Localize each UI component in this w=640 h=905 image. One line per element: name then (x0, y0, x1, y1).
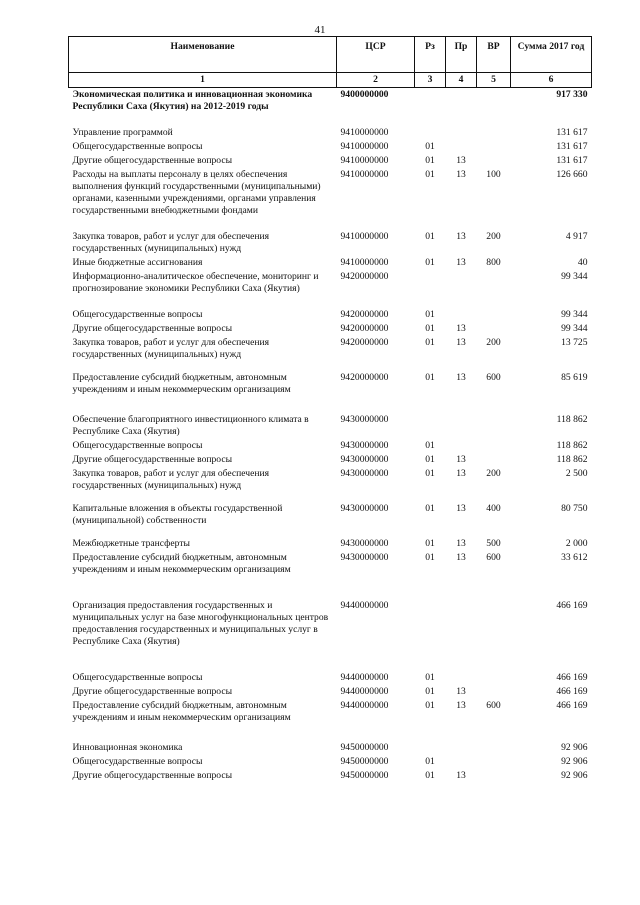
row-vr (477, 769, 511, 783)
row-name: Управление программой (72, 127, 173, 138)
row-sum: 466 169 (556, 600, 588, 611)
row-vr (477, 577, 511, 649)
table-row (69, 551, 592, 577)
row-vr (477, 154, 511, 168)
row-rz: 01 (425, 552, 435, 563)
row-rz: 01 (425, 323, 435, 334)
row-pr: 13 (456, 155, 466, 166)
table-row (69, 699, 592, 725)
row-csr: 9420000000 (340, 271, 389, 282)
row-csr: 9430000000 (340, 454, 389, 465)
row-sum: 126 660 (556, 169, 588, 180)
row-sum: 118 862 (556, 440, 588, 451)
row-pr: 13 (456, 538, 466, 549)
row-pr (446, 270, 477, 296)
row-name: Предоставление субсидий бюджетным, автономным учреждениям и иным некоммерческим организациям (72, 372, 291, 395)
row-csr: 9430000000 (340, 552, 389, 563)
row-rz: 01 (425, 169, 435, 180)
row-name: Общегосударственные вопросы (72, 309, 203, 320)
row-pr: 13 (456, 503, 466, 514)
header-pr: Пр (446, 37, 477, 73)
row-pr: 13 (456, 552, 466, 563)
row-name: Межбюджетные трансферты (72, 538, 190, 549)
row-name: Предоставление субсидий бюджетным, автономным учреждениям и иным некоммерческим организациям (72, 700, 291, 723)
row-vr: 400 (486, 503, 501, 514)
row-csr: 9420000000 (340, 337, 389, 348)
row-csr: 9440000000 (340, 686, 389, 697)
table-row (69, 467, 592, 493)
row-csr: 9420000000 (340, 323, 389, 334)
row-name: Другие общегосударственные вопросы (72, 323, 233, 334)
row-pr (446, 439, 477, 453)
row-vr (477, 140, 511, 154)
row-rz (415, 397, 446, 439)
row-vr (477, 725, 511, 755)
row-csr: 9450000000 (340, 742, 389, 753)
row-name: Закупка товаров, работ и услуг для обеспечения государственных (муниципальных) нужд (72, 337, 270, 360)
row-vr: 800 (486, 257, 501, 268)
table-header-row (69, 37, 592, 73)
row-rz: 01 (425, 468, 435, 479)
column-number: 1 (69, 73, 337, 88)
row-csr: 9440000000 (340, 672, 389, 683)
row-pr: 13 (456, 770, 466, 781)
row-sum: 2 000 (565, 538, 588, 549)
row-name: Другие общегосударственные вопросы (72, 155, 233, 166)
row-csr: 9440000000 (340, 600, 389, 611)
row-pr (446, 397, 477, 439)
row-sum: 92 906 (561, 756, 588, 767)
table-row (69, 218, 592, 256)
row-csr: 9430000000 (340, 503, 389, 514)
row-csr: 9430000000 (340, 468, 389, 479)
row-name: Общегосударственные вопросы (72, 440, 203, 451)
table-row (69, 336, 592, 362)
row-vr (477, 649, 511, 685)
row-rz: 01 (425, 141, 435, 152)
row-csr: 9420000000 (340, 372, 389, 383)
row-name: Другие общегосударственные вопросы (72, 770, 233, 781)
table-row (69, 769, 592, 783)
table-row (69, 577, 592, 649)
row-rz: 01 (425, 503, 435, 514)
row-rz (415, 270, 446, 296)
row-rz: 01 (425, 440, 435, 451)
table-row (69, 322, 592, 336)
row-pr: 13 (456, 468, 466, 479)
column-number: 3 (415, 73, 446, 88)
row-csr: 9410000000 (340, 257, 389, 268)
table-row (69, 493, 592, 528)
row-vr (477, 114, 511, 140)
row-vr (477, 755, 511, 769)
row-rz: 01 (425, 372, 435, 383)
table-row (69, 649, 592, 685)
row-vr (477, 270, 511, 296)
header-name: Наименование (69, 37, 337, 73)
row-rz: 01 (425, 686, 435, 697)
row-vr: 200 (486, 231, 501, 242)
row-rz: 01 (425, 257, 435, 268)
row-pr (446, 114, 477, 140)
row-name: Другие общегосударственные вопросы (72, 454, 233, 465)
row-vr: 600 (486, 552, 501, 563)
row-sum: 80 750 (561, 503, 588, 514)
row-sum: 466 169 (556, 700, 588, 711)
row-csr: 9410000000 (340, 231, 389, 242)
row-name: Инновационная экономика (72, 742, 183, 753)
row-pr (446, 725, 477, 755)
row-rz: 01 (425, 538, 435, 549)
table-row (69, 725, 592, 755)
table-row (69, 296, 592, 322)
row-vr (477, 296, 511, 322)
row-sum: 131 617 (556, 127, 588, 138)
row-pr: 13 (456, 257, 466, 268)
budget-table (68, 36, 592, 783)
row-rz (415, 577, 446, 649)
header-sum: Сумма 2017 год (511, 37, 592, 73)
row-rz: 01 (425, 700, 435, 711)
row-pr (446, 649, 477, 685)
table-row (69, 439, 592, 453)
row-rz: 01 (425, 337, 435, 348)
row-vr: 600 (486, 700, 501, 711)
row-rz: 01 (425, 672, 435, 683)
row-name: Капитальные вложения в объекты государственной (муниципальной) собственности (72, 503, 283, 526)
table-row (69, 453, 592, 467)
row-pr: 13 (456, 686, 466, 697)
row-sum: 917 330 (511, 88, 592, 115)
row-vr: 600 (486, 372, 501, 383)
table-row (69, 168, 592, 218)
row-name: Расходы на выплаты персоналу в целях обеспечения выполнения функций государственными (муниципальными) органами, казенными учреждениями, органами управления государственными внебюджетными фондами (72, 169, 321, 216)
row-csr: 9410000000 (340, 169, 389, 180)
row-sum: 92 906 (561, 742, 588, 753)
row-csr: 9420000000 (340, 309, 389, 320)
row-rz: 01 (425, 756, 435, 767)
row-rz (415, 725, 446, 755)
column-number-row (69, 73, 592, 88)
row-name: Информационно-аналитическое обеспечение, мониторинг и прогнозирование экономики Республики Саха (Якутия) (72, 271, 319, 294)
row-csr: 9440000000 (340, 700, 389, 711)
header-csr: ЦСР (337, 37, 415, 73)
row-sum: 4 917 (565, 231, 588, 242)
table-row (69, 154, 592, 168)
row-name: Закупка товаров, работ и услуг для обеспечения государственных (муниципальных) нужд (72, 468, 270, 491)
table-row (69, 685, 592, 699)
row-pr: 13 (456, 323, 466, 334)
table-row (69, 114, 592, 140)
row-sum: 85 619 (561, 372, 588, 383)
row-rz: 01 (425, 309, 435, 320)
row-vr: 100 (486, 169, 501, 180)
row-sum: 118 862 (556, 414, 588, 425)
row-vr (477, 88, 511, 115)
page-number: 41 (314, 24, 326, 36)
row-csr: 9410000000 (340, 141, 389, 152)
table-row (69, 140, 592, 154)
row-pr: 13 (456, 454, 466, 465)
row-csr: 9430000000 (340, 538, 389, 549)
row-name: Иные бюджетные ассигнования (72, 257, 203, 268)
row-sum: 466 169 (556, 686, 588, 697)
header-rz: Рз (415, 37, 446, 73)
row-vr (477, 322, 511, 336)
row-vr (477, 439, 511, 453)
row-pr (446, 296, 477, 322)
row-sum: 131 617 (556, 155, 588, 166)
row-pr (446, 577, 477, 649)
row-rz: 01 (425, 770, 435, 781)
row-pr (446, 140, 477, 154)
row-rz: 01 (425, 231, 435, 242)
row-pr: 13 (456, 372, 466, 383)
row-csr: 9450000000 (340, 770, 389, 781)
column-number: 6 (511, 73, 592, 88)
row-csr: 9430000000 (340, 414, 389, 425)
table-row (69, 528, 592, 551)
row-sum: 99 344 (561, 271, 588, 282)
row-sum: 99 344 (561, 323, 588, 334)
row-pr: 13 (456, 700, 466, 711)
table-row (69, 755, 592, 769)
row-name: Организация предоставления государственных и муниципальных услуг на базе многофункциональных центров предоставления государственных и муниципальных услуг в Республике Саха (Якутия) (72, 600, 329, 647)
row-vr (477, 453, 511, 467)
row-sum: 40 (577, 257, 588, 268)
table-row (69, 362, 592, 397)
row-sum: 466 169 (556, 672, 588, 683)
row-sum: 33 612 (561, 552, 588, 563)
row-pr: 13 (456, 169, 466, 180)
row-rz (415, 114, 446, 140)
row-vr: 200 (486, 337, 501, 348)
row-sum: 99 344 (561, 309, 588, 320)
table-row (69, 270, 592, 296)
row-pr (446, 755, 477, 769)
row-pr: 13 (456, 337, 466, 348)
row-sum: 2 500 (565, 468, 588, 479)
table-row (69, 256, 592, 270)
row-name: Общегосударственные вопросы (72, 672, 203, 683)
table-row (69, 397, 592, 439)
row-pr: 13 (456, 231, 466, 242)
row-sum: 13 725 (561, 337, 588, 348)
row-vr: 500 (486, 538, 501, 549)
row-csr: 9410000000 (340, 155, 389, 166)
row-rz: 01 (425, 454, 435, 465)
row-sum: 92 906 (561, 770, 588, 781)
row-name: Обеспечение благоприятного инвестиционного климата в Республике Саха (Якутия) (72, 414, 309, 437)
row-vr (477, 397, 511, 439)
row-rz: 01 (425, 155, 435, 166)
header-vr: ВР (477, 37, 511, 73)
row-name: Предоставление субсидий бюджетным, автономным учреждениям и иным некоммерческим организациям (72, 552, 291, 575)
row-csr: 9430000000 (340, 440, 389, 451)
row-name: Общегосударственные вопросы (72, 756, 203, 767)
row-name: Общегосударственные вопросы (72, 141, 203, 152)
row-pr (446, 88, 477, 115)
column-number: 2 (337, 73, 415, 88)
column-number: 5 (477, 73, 511, 88)
row-vr: 200 (486, 468, 501, 479)
row-csr: 9450000000 (340, 756, 389, 767)
row-name: Другие общегосударственные вопросы (72, 686, 233, 697)
table-row (69, 88, 592, 115)
row-sum: 131 617 (556, 141, 588, 152)
row-name: Закупка товаров, работ и услуг для обеспечения государственных (муниципальных) нужд (72, 231, 270, 254)
row-name: Экономическая политика и инновационная экономика Республики Саха (Якутия) на 2012-2019 годы (69, 88, 337, 115)
row-csr: 9400000000 (337, 88, 415, 115)
row-csr: 9410000000 (340, 127, 389, 138)
row-vr (477, 685, 511, 699)
row-rz (415, 88, 446, 115)
column-number: 4 (446, 73, 477, 88)
row-sum: 118 862 (556, 454, 588, 465)
